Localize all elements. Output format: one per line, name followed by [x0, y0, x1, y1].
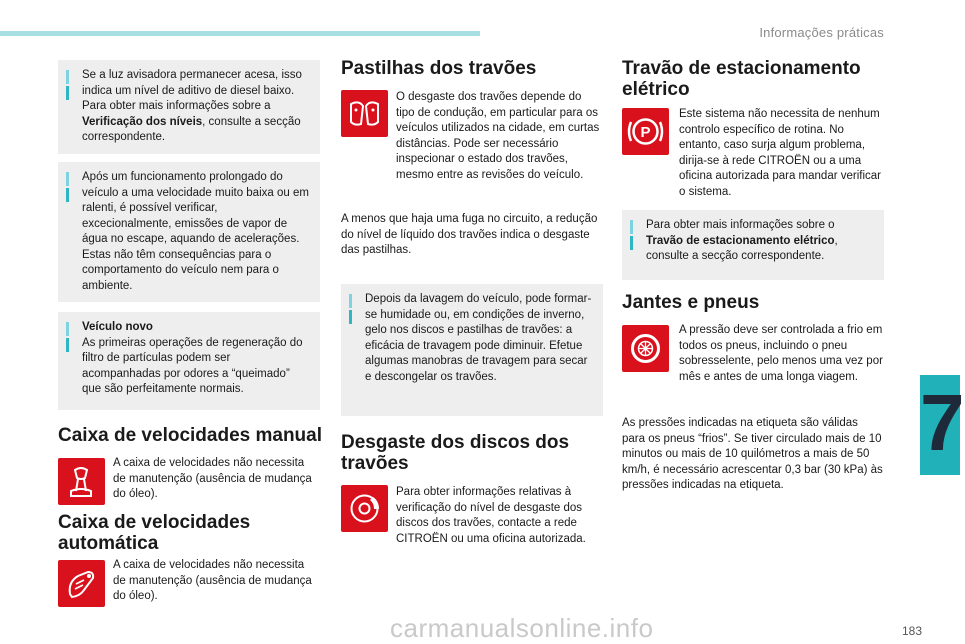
watermark: carmanualsonline.info	[390, 613, 654, 643]
info-text: Após um funcionamento prolongado do veículo a uma velocidade muito baixa ou em ralenti, é possível verificar, excecionalmente, emissões de vapor de água no escape, aquando de acelerações. Estas não têm consequências para o comportamento do veículo nem para o ambiente.	[82, 171, 309, 292]
brake-pads-icon	[341, 90, 388, 137]
parking-brake-text: Este sistema não necessita de nenhum controlo específico de rotina. No entanto, caso surja algum problema, dirija-se à rede CITROËN ou a uma oficina autorizada para mandar verificar o sistema.	[679, 108, 881, 198]
info-box-exhaust-vapour	[58, 162, 320, 302]
info-text: Se a luz avisadora permanecer acesa, isso indica um nível de aditivo de diesel baixo. Para obter mais informações sobre a Verificação dos níveis, consulte a secção correspondente.	[82, 69, 302, 143]
info-box-washing-brakes	[341, 284, 603, 416]
info-marker-icon	[349, 294, 352, 308]
section-title: Informações práticas	[759, 25, 884, 40]
automatic-gearbox-text: A caixa de velocidades não necessita de manutenção (ausência de mudança do óleo).	[113, 559, 312, 602]
heading-automatic-gearbox: Caixa de velocidades automática	[58, 512, 251, 554]
info-title: Veículo novo	[82, 321, 153, 333]
heading-parking-brake: Travão de estacionamento elétrico	[622, 58, 861, 100]
info-text: Depois da lavagem do veículo, pode formar-se humidade ou, em condições de inverno, gelo nos discos e pastilhas de travões: a eficácia de travagem pode diminuir. Efetue algumas manobras de travagem para secar e descongelar os travões.	[365, 293, 592, 383]
info-box-new-vehicle	[58, 312, 320, 410]
tyre-pressure-paragraph: As pressões indicadas na etiqueta são válidas para os pneus “frios”. Se tiver circulado mais de 10 minutos ou mais de 10 quilómetros a mais de 50 km/h, é necessário acrescentar 0,3 bar (30 kPa) às pressões indicadas na etiqueta.	[622, 417, 883, 491]
header-bar	[0, 31, 480, 36]
svg-text:P: P	[640, 124, 651, 141]
info-marker-icon	[66, 70, 69, 84]
brake-fluid-paragraph: A menos que haja uma fuga no circuito, a redução do nível de líquido dos travões indica o desgaste das pastilhas.	[341, 213, 598, 256]
heading-manual-gearbox: Caixa de velocidades manual	[58, 425, 323, 446]
info-marker-icon	[66, 172, 69, 186]
heading-wheels-tyres: Jantes e pneus	[622, 292, 760, 313]
brake-discs-text: Para obter informações relativas à verificação do nível de desgaste dos discos dos travões, contacte a rede CITROËN ou uma oficina autorizada.	[396, 486, 586, 545]
brake-pads-text: O desgaste dos travões depende do tipo de condução, em particular para os veículos utilizados na cidade, em curtas distâncias. Pode ser necessário inspecionar o estado dos travões, mesmo entre as revisões do veículo.	[396, 91, 600, 181]
brake-disc-icon	[341, 485, 388, 532]
info-marker-icon	[66, 322, 69, 336]
heading-brake-pads: Pastilhas dos travões	[341, 58, 537, 79]
manual-gearshift-icon	[58, 458, 105, 505]
heading-brake-discs: Desgaste dos discos dos travões	[341, 432, 570, 474]
info-box-diesel-additive	[58, 60, 320, 154]
wheels-tyres-text: A pressão deve ser controlada a frio em todos os pneus, incluindo o pneu sobresselente, pelo menos uma vez por mês e antes de uma longa viagem.	[679, 324, 883, 383]
chapter-number: 7	[920, 378, 965, 467]
parking-brake-icon	[622, 108, 669, 155]
info-text: Para obter mais informações sobre o Travão de estacionamento elétrico, consulte a secção correspondente.	[646, 219, 838, 262]
automatic-gearbox-icon	[58, 560, 105, 607]
wheel-tyre-icon	[622, 325, 669, 372]
page-number: 183	[901, 624, 922, 638]
info-marker-icon	[630, 220, 633, 234]
info-box-parking-brake-ref	[622, 210, 884, 280]
manual-gearbox-text: A caixa de velocidades não necessita de manutenção (ausência de mudança do óleo).	[113, 457, 312, 500]
info-text: As primeiras operações de regeneração do filtro de partículas podem ser acompanhadas por odores a “queimado” que são perfeitamente normais.	[82, 336, 303, 395]
